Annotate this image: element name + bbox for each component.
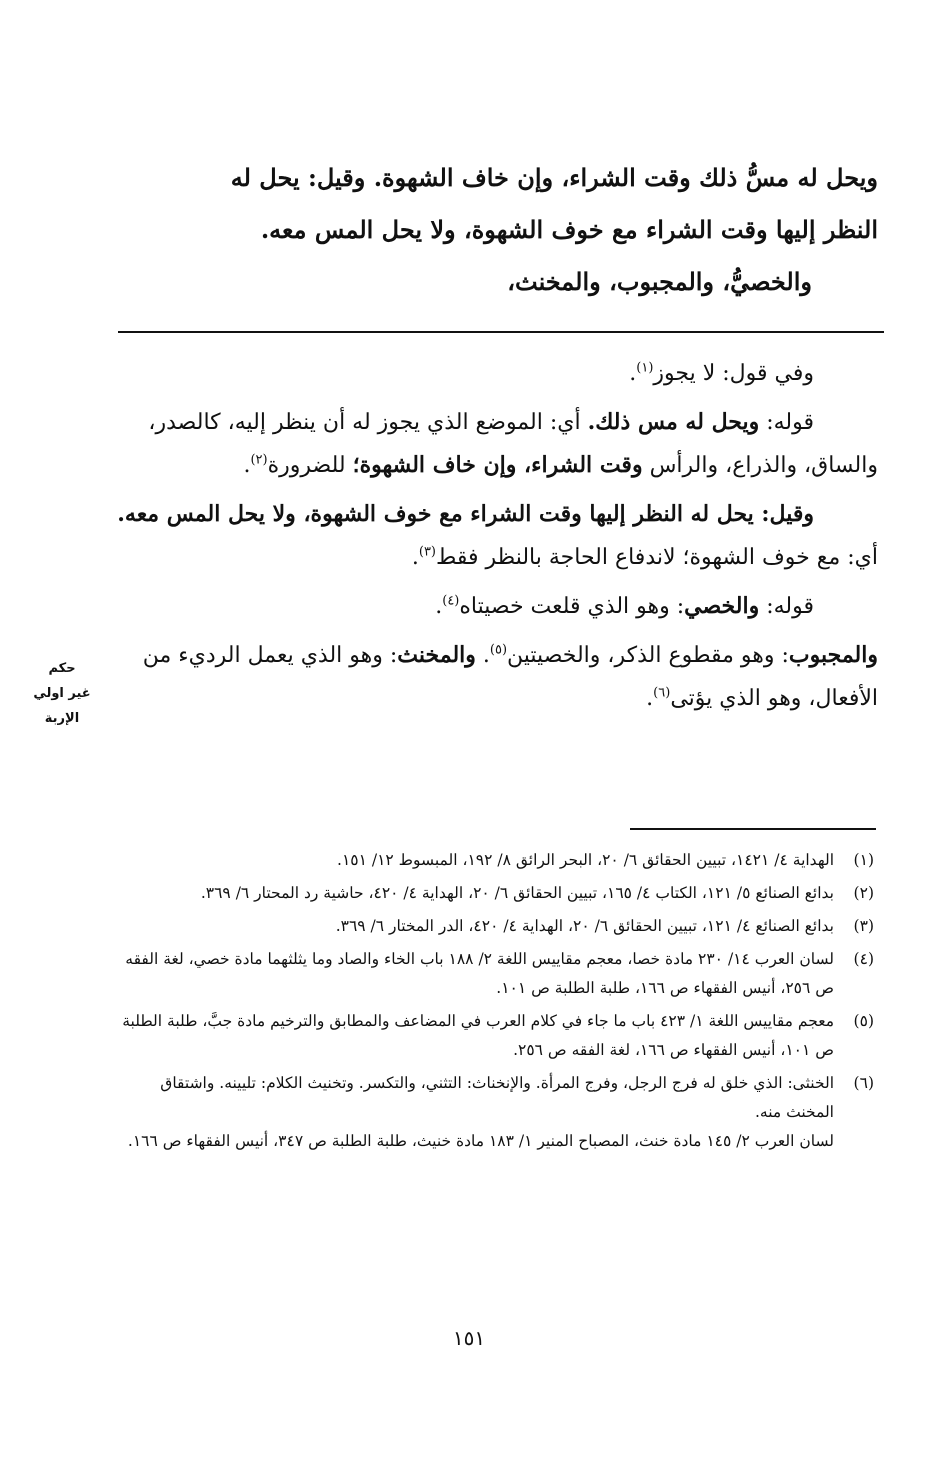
footnote	[108, 846, 880, 875]
footnote	[108, 945, 880, 1003]
commentary-paragraph	[112, 634, 878, 720]
commentary-text: : وهو الذي قلعت خصيتاه	[459, 594, 685, 619]
commentary-paragraph	[112, 401, 878, 487]
main-text	[112, 152, 878, 308]
footnote-ref[interactable]: (١)	[636, 360, 654, 376]
section-divider	[118, 331, 884, 333]
footnote-text: الخنثى: الذي خلق له فرج الرجل، وفرج المرأة. والإنخناث: التثني، والتكسر. وتخنيث الكلام: تليينه. واشتقاق المخنث منه.	[160, 1074, 834, 1121]
footnote-text: معجم مقاييس اللغة ١/ ٤٢٣ باب ما جاء في كلام العرب في المضاعف والمطابق والترخيم مادة جبَّ، طلبة الطلبة ص ١٠١، أنيس الفقهاء ص ١٦٦، لغة الفقه ص ٢٥٦.	[122, 1012, 834, 1059]
commentary-paragraph	[112, 352, 878, 395]
footnote-number: (٢)	[853, 884, 874, 902]
footnote-ref[interactable]: (٢)	[250, 452, 268, 468]
commentary-text: للضرورة	[267, 453, 353, 478]
punctuation: .	[629, 361, 637, 386]
commentary-text: قوله:	[759, 410, 814, 435]
footnote	[108, 1007, 880, 1065]
margin-note-line: الإربة	[44, 711, 80, 726]
margin-note-line: حكم	[48, 661, 76, 676]
punctuation: .	[646, 686, 654, 711]
footnote-text: بدائع الصنائع ٥/ ١٢١، الكتاب ٤/ ١٦٥، تبيين الحقائق ٦/ ٢٠، الهداية ٤/ ٤٢٠، حاشية رد المحتار ٦/ ٣٦٩.	[200, 884, 834, 902]
footnote	[108, 1069, 880, 1156]
main-text-line: النظر إليها وقت الشراء مع خوف الشهوة، ولا يحل المس معه.	[260, 215, 878, 244]
page-number: ١٥١	[452, 1326, 486, 1350]
quoted-matn: والمجبوب	[788, 642, 878, 668]
punctuation: .	[475, 643, 490, 668]
punctuation: .	[243, 453, 251, 478]
punctuation: .	[411, 545, 419, 570]
quoted-matn: ويحل له مس ذلك.	[587, 409, 760, 435]
commentary-text: : وهو مقطوع الذكر، والخصيتين	[507, 643, 789, 668]
punctuation: .	[435, 594, 443, 619]
quoted-matn: والمخنث	[397, 642, 476, 668]
footnote	[108, 912, 880, 941]
footnote-ref[interactable]: (٦)	[653, 685, 671, 701]
footnote	[108, 879, 880, 908]
commentary-paragraph	[112, 585, 878, 628]
commentary-paragraph	[112, 493, 878, 579]
footnote-text: لسان العرب ٢/ ١٤٥ مادة خنث، المصباح المنير ١/ ١٨٣ مادة خنيث، طلبة الطلبة ص ٣٤٧، أنيس الفقهاء ص ١٦٦.	[127, 1132, 834, 1150]
footnote-number: (٦)	[853, 1074, 874, 1092]
footnotes	[108, 846, 880, 1160]
footnote-ref[interactable]: (٤)	[442, 593, 460, 609]
commentary-text: وفي قول: لا يجوز	[653, 361, 814, 386]
commentary	[112, 352, 878, 720]
margin-note	[26, 656, 98, 731]
footnote-number: (٤)	[853, 950, 874, 968]
footnote-ref[interactable]: (٣)	[418, 544, 436, 560]
footnote-text: لسان العرب ١٤/ ٢٣٠ مادة خصا، معجم مقاييس اللغة ٢/ ١٨٨ باب الخاء والصاد وما يثلثهما مادة خصي، لغة الفقه ص ٢٥٦، أنيس الفقهاء ص ١٦٦، طلبة الطلبة ص ١٠١.	[125, 950, 834, 997]
quoted-matn: وقيل: يحل له النظر إليها وقت الشراء مع خوف الشهوة، ولا يحل المس معه.	[117, 501, 814, 527]
footnote-text: بدائع الصنائع ٤/ ١٢١، تبيين الحقائق ٦/ ٢٠، الهداية ٤/ ٤٢٠، الدر المختار ٦/ ٣٦٩.	[335, 917, 834, 935]
footnote-text: الهداية ٤/ ١٤٢١، تبيين الحقائق ٦/ ٢٠، البحر الرائق ٨/ ١٩٢، المبسوط ١٢/ ١٥١.	[337, 851, 834, 869]
commentary-text: : وهو الذي يعمل الرديء من الأفعال، وهو الذي يؤتى	[142, 643, 878, 711]
quoted-matn: والخصي	[684, 593, 760, 619]
main-text-line: والخصيُّ، والمجبوب، والمخنث،	[507, 267, 812, 296]
footnote-divider	[630, 828, 876, 830]
footnote-number: (٣)	[853, 917, 874, 935]
commentary-text: أي: الموضع الذي يجوز له أن ينظر إليه، كالصدر، والساق، والذراع، والرأس	[148, 410, 878, 478]
main-text-line: ويحل له مسُّ ذلك وقت الشراء، وإن خاف الشهوة. وقيل: يحل له	[230, 163, 878, 192]
commentary-text: أي: مع خوف الشهوة؛ لاندفاع الحاجة بالنظر فقط	[436, 545, 878, 570]
commentary-text: قوله:	[759, 594, 814, 619]
footnote-number: (٥)	[853, 1012, 874, 1030]
margin-note-line: غير اولي	[33, 686, 91, 701]
footnote-number: (١)	[853, 851, 874, 869]
footnote-ref[interactable]: (٥)	[489, 642, 508, 658]
quoted-matn: وقت الشراء، وإن خاف الشهوة؛	[352, 452, 643, 478]
